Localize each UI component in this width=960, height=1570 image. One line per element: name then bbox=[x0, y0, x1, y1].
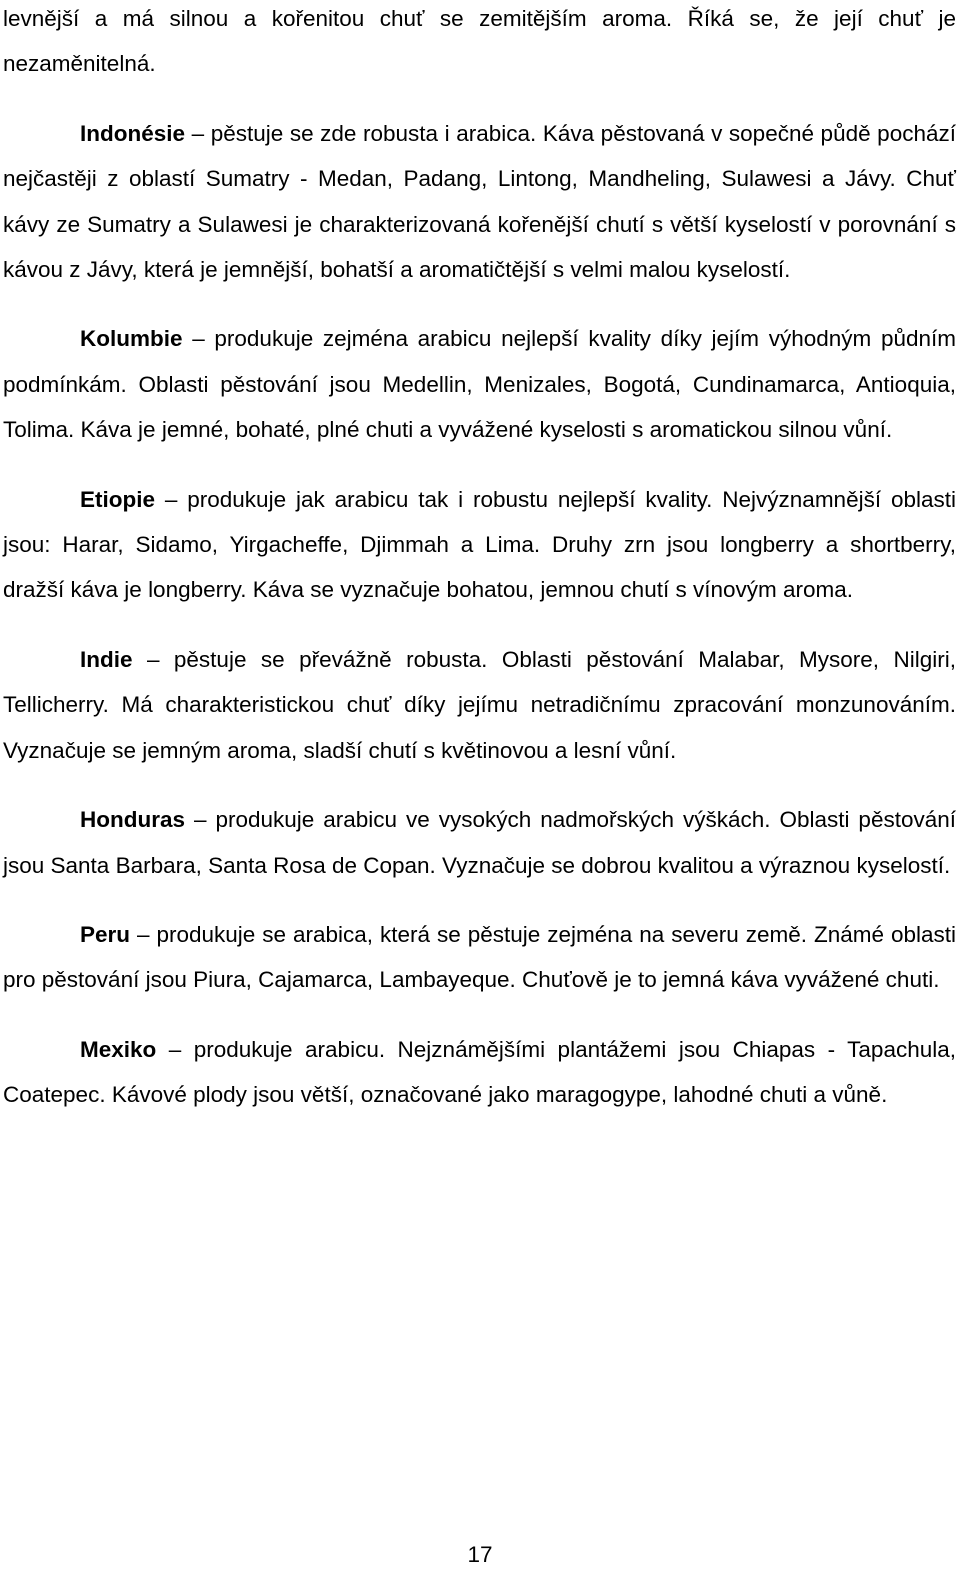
paragraph-text: – produkuje jak arabicu tak i robustu nejlepší kvality. Nejvýznamnější oblasti jsou: Harar, Sidamo, Yirgacheffe, Djimmah a Lima. Druhy zrn jsou longberry a shortberry, dražší káva je longberry. Káva se vyznačuje bohatou, jemnou chutí s vínovým aroma. bbox=[3, 486, 956, 603]
paragraph-text: – pěstuje se převážně robusta. Oblasti pěstování Malabar, Mysore, Nilgiri, Tellicherry. Má charakteristickou chuť díky jejímu netradičnímu zpracování monzunováním. Vyznačuje se jemným aroma, sladší chutí s květinovou a lesní vůní. bbox=[3, 646, 956, 763]
country-heading: Honduras bbox=[80, 807, 186, 833]
paragraph-text: – produkuje zejména arabicu nejlepší kvality díky jejím výhodným půdním podmínkám. Oblasti pěstování jsou Medellin, Menizales, Bogotá, Cundinamarca, Antioquia, Tolima. Káva je jemné, bohaté, plné chuti a vyvážené kyselosti s aromatickou silnou vůní. bbox=[3, 326, 956, 443]
country-heading: Mexiko bbox=[80, 1036, 157, 1062]
paragraph-text: levnější a má silnou a kořenitou chuť se zemitějším aroma. Říká se, že její chuť je nezaměnitelná. bbox=[3, 6, 956, 77]
country-heading: Indie bbox=[80, 646, 133, 672]
paragraph-honduras bbox=[3, 797, 956, 888]
paragraph-indie bbox=[3, 637, 956, 773]
paragraph-text: – produkuje arabicu. Nejznámějšími plantážemi jsou Chiapas - Tapachula, Coatepec. Kávové plody jsou větší, označované jako maragogype, lahodné chuti a vůně. bbox=[3, 1036, 956, 1108]
paragraph-text: – produkuje arabicu ve vysokých nadmořských výškách. Oblasti pěstování jsou Santa Barbara, Santa Rosa de Copan. Vyznačuje se dobrou kvalitou a výraznou kyselostí. bbox=[3, 807, 956, 878]
paragraph-text: – pěstuje se zde robusta i arabica. Káva pěstovaná v sopečné půdě pochází nejčastěji z oblastí Sumatry - Medan, Padang, Lintong, Mandheling, Sulawesi a Jávy. Chuť kávy ze Sumatry a Sulawesi je charakterizovaná kořenější chutí s větší kyselostí v porovnání s kávou z Jávy, která je jemnější, bohatší a aromatičtější s velmi malou kyselostí. bbox=[3, 120, 956, 283]
country-heading: Etiopie bbox=[80, 486, 156, 512]
paragraph-indonesie bbox=[3, 111, 956, 293]
document-page bbox=[3, 0, 956, 1118]
paragraph-etiopie bbox=[3, 477, 956, 613]
paragraph-peru bbox=[3, 912, 956, 1003]
country-heading: Indonésie bbox=[80, 120, 186, 146]
country-heading: Peru bbox=[80, 921, 131, 947]
paragraph-kolumbie bbox=[3, 316, 956, 452]
page-number: 17 bbox=[467, 1542, 493, 1567]
paragraph-mexiko bbox=[3, 1027, 956, 1118]
paragraph-text: – produkuje se arabica, která se pěstuje zejména na severu země. Známé oblasti pro pěstování jsou Piura, Cajamarca, Lambayeque. Chuťově je to jemná káva vyvážené chuti. bbox=[3, 921, 956, 993]
paragraph-continuation bbox=[3, 0, 956, 87]
country-heading: Kolumbie bbox=[80, 326, 183, 352]
